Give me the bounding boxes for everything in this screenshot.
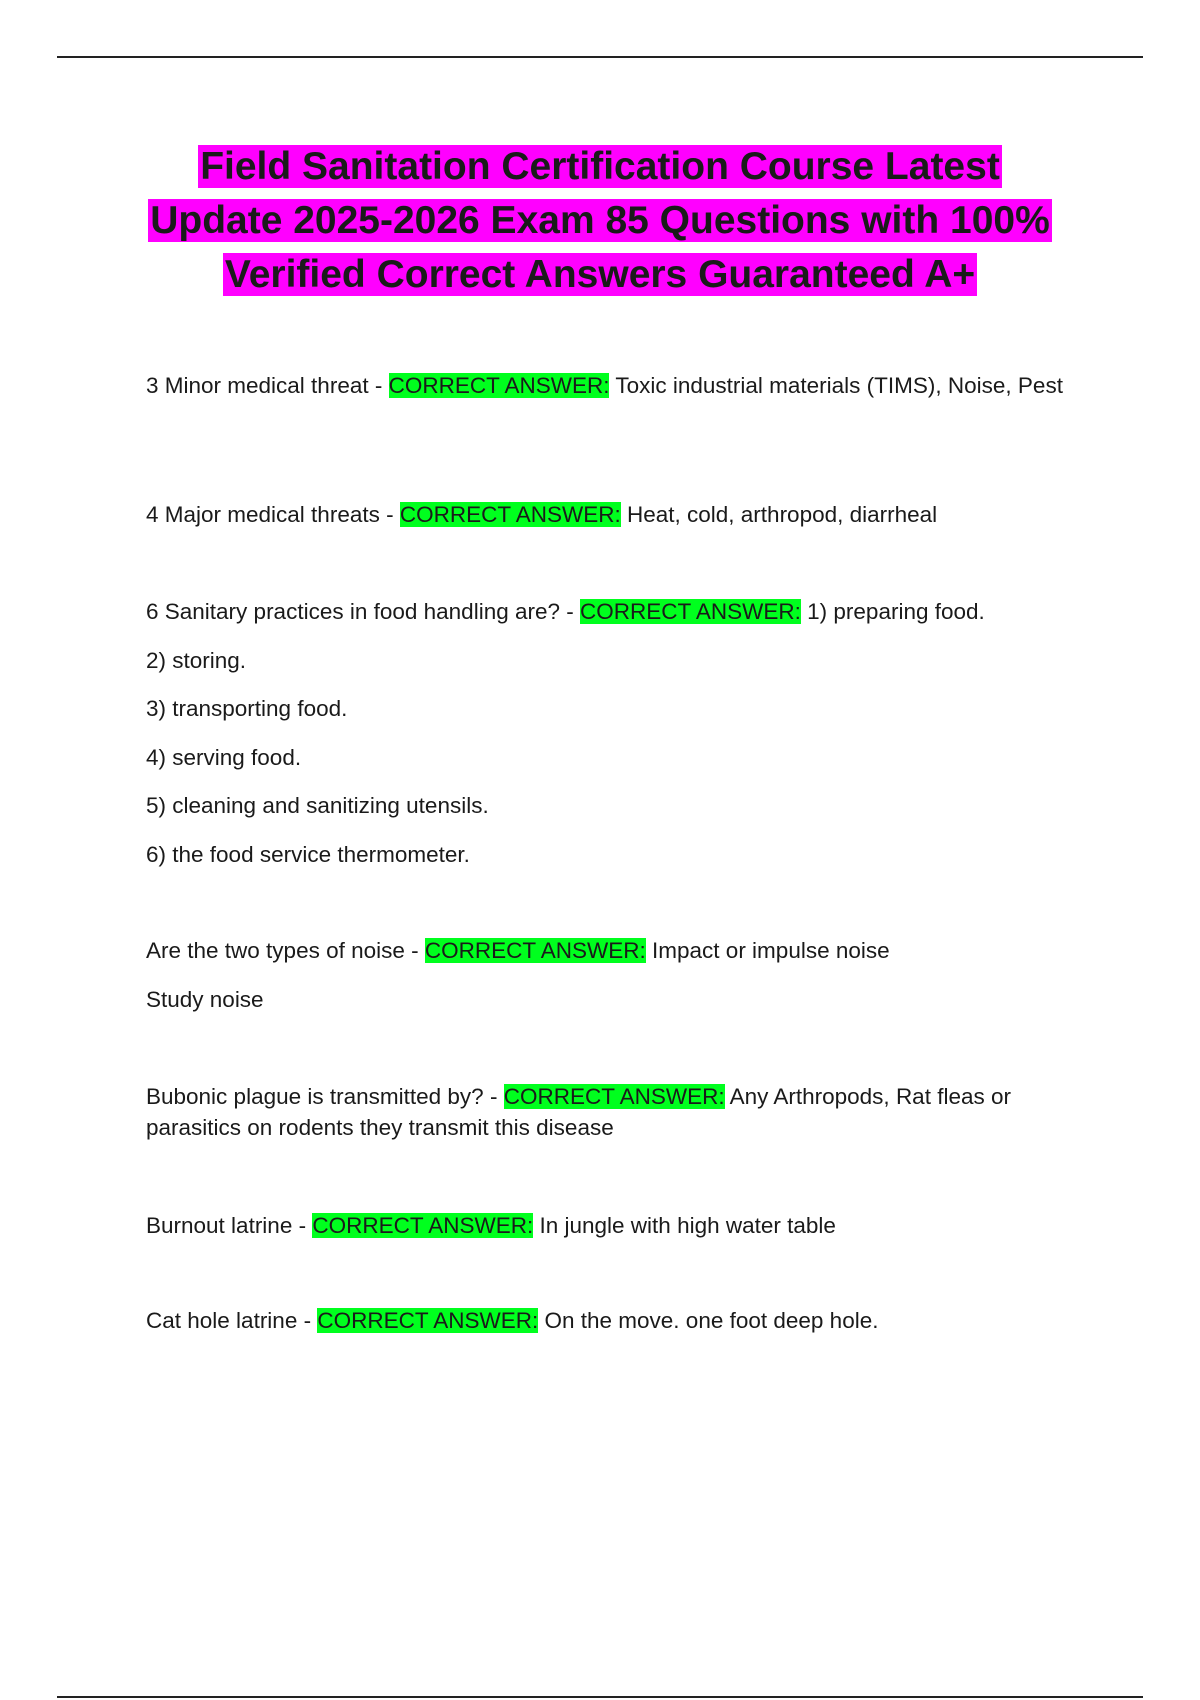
answer-line: Study noise	[146, 986, 264, 1012]
question-text: 3 Minor medical threat -	[146, 373, 383, 398]
correct-answer-label: CORRECT ANSWER:	[503, 1084, 725, 1109]
qa-item-noise-types	[146, 935, 1086, 1015]
title-line-3: Verified Correct Answers Guaranteed A+	[224, 253, 976, 296]
header-rule	[57, 56, 1143, 58]
answer-text: Any Arthropods, Rat fleas or parasitics on rodents they transmit this disease	[146, 1084, 1011, 1140]
correct-answer-label: CORRECT ANSWER:	[317, 1308, 539, 1333]
correct-answer-label: CORRECT ANSWER:	[388, 373, 610, 398]
answer-line: 6) the food service thermometer.	[146, 841, 470, 867]
correct-answer-label: CORRECT ANSWER:	[424, 938, 646, 963]
answer-line: 2) storing.	[146, 647, 247, 673]
question-text: Cat hole latrine -	[146, 1308, 312, 1333]
answer-text: In jungle with high water table	[539, 1213, 836, 1238]
qa-item-bubonic-plague	[146, 1081, 1086, 1143]
correct-answer-label: CORRECT ANSWER:	[312, 1213, 534, 1238]
qa-item-major-threats	[146, 499, 1086, 530]
answer-line: 5) cleaning and sanitizing utensils.	[146, 793, 489, 818]
qa-item-sanitary-practices	[146, 596, 1086, 870]
answer-text: 1) preparing food.	[807, 599, 985, 624]
answer-text: Impact or impulse noise	[652, 938, 890, 963]
question-text: Bubonic plague is transmitted by? -	[146, 1084, 498, 1109]
correct-answer-label: CORRECT ANSWER:	[580, 599, 801, 624]
answer-text: On the move. one foot deep hole.	[544, 1308, 879, 1333]
qa-item-minor-threats	[146, 370, 1086, 401]
answer-text: Toxic industrial materials (TIMS), Noise, Pest	[615, 373, 1063, 398]
answer-line: 4) serving food.	[146, 744, 302, 770]
answer-line: 3) transporting food.	[146, 696, 348, 721]
title-line-2: Update 2025-2026 Exam 85 Questions with 100%	[150, 199, 1050, 242]
qa-item-burnout-latrine	[146, 1210, 1086, 1241]
document-title	[100, 140, 1100, 302]
footer-rule	[57, 1696, 1143, 1698]
correct-answer-label: CORRECT ANSWER:	[399, 502, 621, 527]
qa-item-cat-hole-latrine	[146, 1305, 1086, 1336]
question-text: 4 Major medical threats -	[146, 502, 394, 527]
question-text: 6 Sanitary practices in food handling are? -	[146, 599, 574, 624]
question-text: Burnout latrine -	[146, 1213, 307, 1238]
question-text: Are the two types of noise -	[146, 938, 419, 963]
title-line-1: Field Sanitation Certification Course Latest	[200, 145, 1000, 188]
answer-text: Heat, cold, arthropod, diarrheal	[626, 502, 938, 527]
